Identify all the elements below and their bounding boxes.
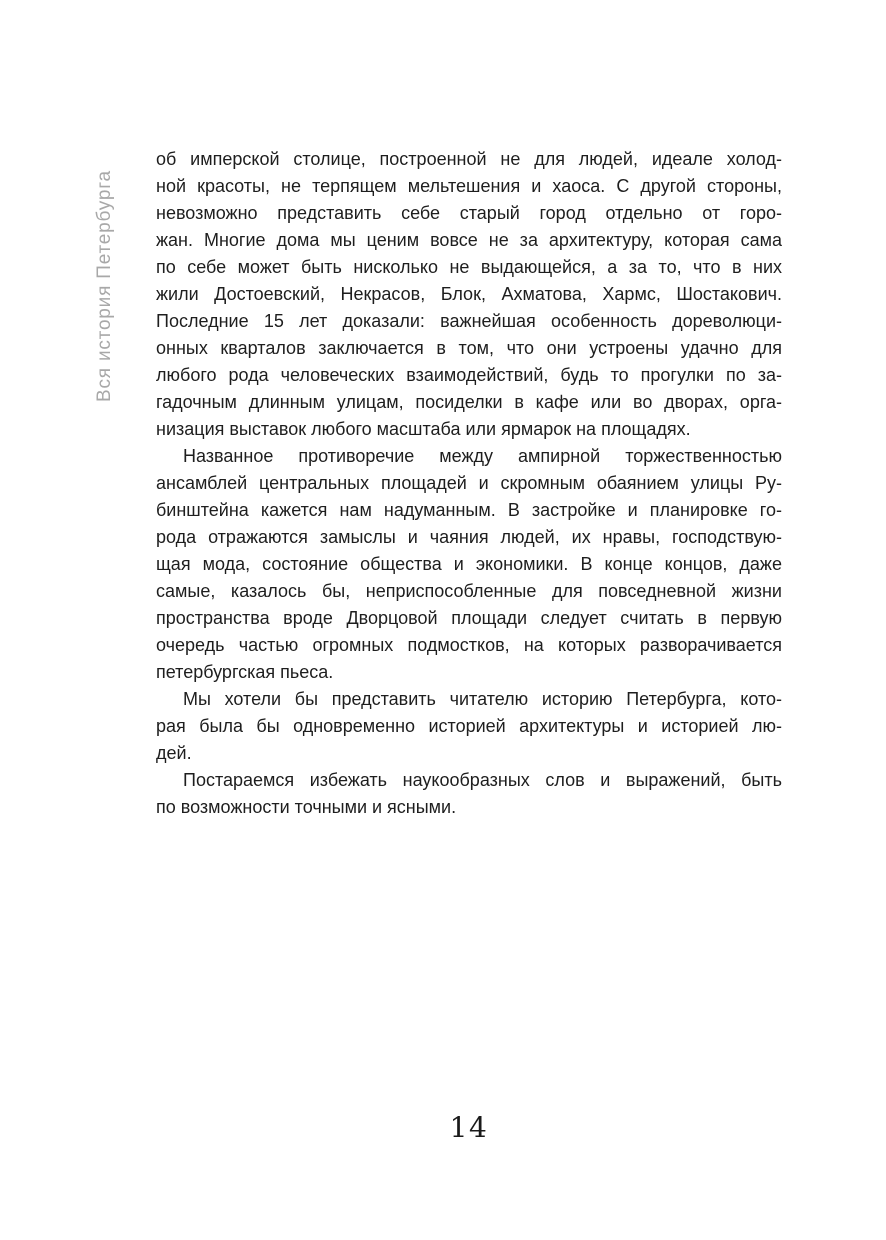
text-line: рода отражаются замыслы и чаяния людей, их нравы, господствую- (156, 527, 782, 547)
text-line: онных кварталов заключается в том, что они устроены удачно для (156, 338, 782, 358)
text-line: рая была бы одновременно историей архитектуры и историей лю- (156, 716, 782, 736)
text-line: ной красоты, не терпящем мельтешения и хаоса. С другой стороны, (156, 176, 782, 196)
text-line: об имперской столице, построенной не для людей, идеале холод- (156, 149, 782, 169)
text-line: гадочным длинным улицам, посиделки в кафе или во дворах, орга- (156, 392, 782, 412)
text-line: любого рода человеческих взаимодействий, будь то прогулки по за- (156, 365, 782, 385)
book-series-vertical-title: Вся история Петербурга (94, 170, 115, 402)
paragraph (156, 443, 782, 686)
text-line: бинштейна кажется нам надуманным. В застройке и планировке го- (156, 500, 782, 520)
text-line: очередь частью огромных подмостков, на которых разворачивается (156, 635, 782, 655)
text-line: низация выставок любого масштаба или ярмарок на площадях. (156, 419, 691, 439)
text-line: самые, казалось бы, неприспособленные для повседневной жизни (156, 581, 782, 601)
text-line: жан. Многие дома мы ценим вовсе не за архитектуру, которая сама (156, 230, 782, 250)
text-line: Последние 15 лет доказали: важнейшая особенность дореволюци- (156, 311, 782, 331)
text-line: щая мода, состояние общества и экономики. В конце концов, даже (156, 554, 782, 574)
text-line: Названное противоречие между ампирной торжественностью (183, 446, 782, 466)
text-line: по себе может быть нисколько не выдающейся, а за то, что в них (156, 257, 782, 277)
text-line: пространства вроде Дворцовой площади следует считать в первую (156, 608, 782, 628)
body-text-block (156, 146, 782, 821)
text-line: дей. (156, 743, 192, 763)
paragraph (156, 767, 782, 821)
text-line: невозможно представить себе старый город отдельно от горо- (156, 203, 782, 223)
text-line: Постараемся избежать наукообразных слов и выражений, быть (183, 770, 782, 790)
paragraph (156, 686, 782, 767)
page-number: 14 (449, 1111, 489, 1144)
text-line: по возможности точными и ясными. (156, 797, 457, 817)
text-line: петербургская пьеса. (156, 662, 334, 682)
text-line: жили Достоевский, Некрасов, Блок, Ахматова, Хармс, Шостакович. (156, 284, 782, 304)
text-line: Мы хотели бы представить читателю историю Петербурга, кото- (183, 689, 782, 709)
paragraph (156, 146, 782, 443)
text-line: ансамблей центральных площадей и скромным обаянием улицы Ру- (156, 473, 782, 493)
